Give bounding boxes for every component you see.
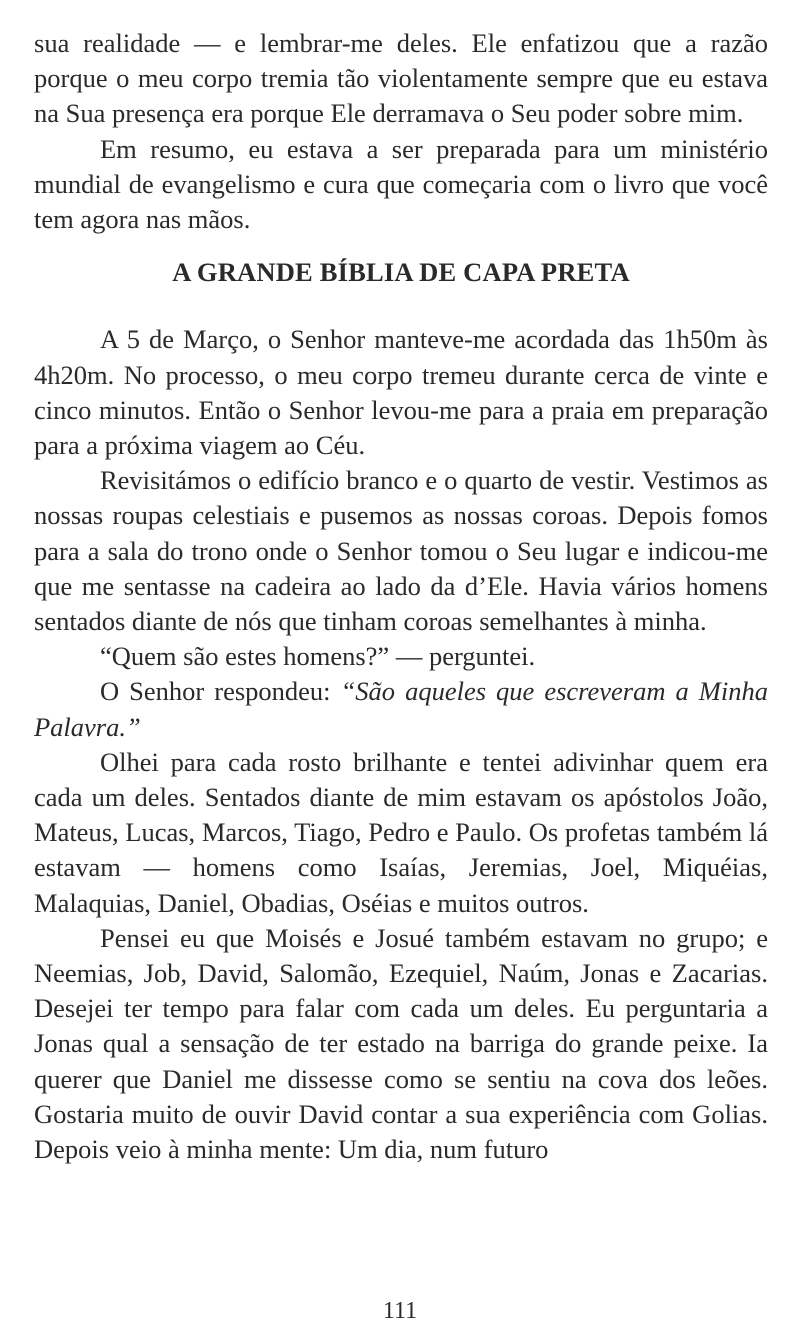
page-number: 111 (382, 1298, 418, 1324)
paragraph-summary: Em resumo, eu estava a ser preparada para um ministério mundial de evangelismo e cura que começaria com o livro que você tem agora nas mãos. (34, 133, 768, 235)
book-page (34, 26, 768, 1167)
paragraph-question: “Quem são estes homens?” — perguntei. (100, 641, 536, 672)
paragraph-revisit: Revisitámos o edifício branco e o quarto de vestir. Vestimos as nossas roupas celestiais e pusemos as nossas coroas. Depois fomos para a sala do trono onde o Senhor tomou o Seu lugar e indicou-me que me sentasse na cadeira ao lado da d’Ele. Havia vários homens sentados diante de nós que tinham coroas semelhantes à minha. (34, 465, 768, 637)
paragraph-continuation: sua realidade — e lembrar-me deles. Ele enfatizou que a razão porque o meu corpo tremia tão violentamente sempre que eu estava na Sua presença era porque Ele derramava o Seu poder sobre mim. (34, 28, 768, 129)
paragraph-moses-joshua: Pensei eu que Moisés e Josué também estavam no grupo; e Neemias, Job, David, Salomão, Ezequiel, Naúm, Jonas e Zacarias. Desejei ter tempo para falar com cada um deles. Eu perguntaria a Jonas qual a sensação de ter estado na barriga do grande peixe. Ia querer que Daniel me dissesse como se sentiu na cova dos leões. Gostaria muito de ouvir David contar a sua experiência com Golias. Depois veio à minha mente: Um dia, num futuro (34, 922, 768, 1165)
paragraph-lord-answer (34, 674, 768, 744)
paragraph-march-5: A 5 de Março, o Senhor manteve-me acordada das 1h50m às 4h20m. No processo, o meu corpo tremeu durante cerca de vinte e cinco minutos. Então o Senhor levou-me para a praia em preparação para a próxima viagem ao Céu. (34, 324, 768, 461)
answer-quote-italic: “São aqueles que escreveram a Minha Palavra.” (34, 676, 768, 742)
paragraph-faces: Olhei para cada rosto brilhante e tentei adivinhar quem era cada um deles. Sentados diante de mim estavam os apóstolos João, Mateus, Lucas, Marcos, Tiago, Pedro e Paulo. Os profetas também lá estavam — homens como Isaías, Jeremias, Joel, Miquéias, Malaquias, Daniel, Obadias, Oséias e muitos outros. (34, 746, 768, 918)
answer-lead-text: O Senhor respondeu: (100, 676, 341, 707)
section-heading: A GRANDE BÍBLIA DE CAPA PRETA (172, 257, 630, 288)
